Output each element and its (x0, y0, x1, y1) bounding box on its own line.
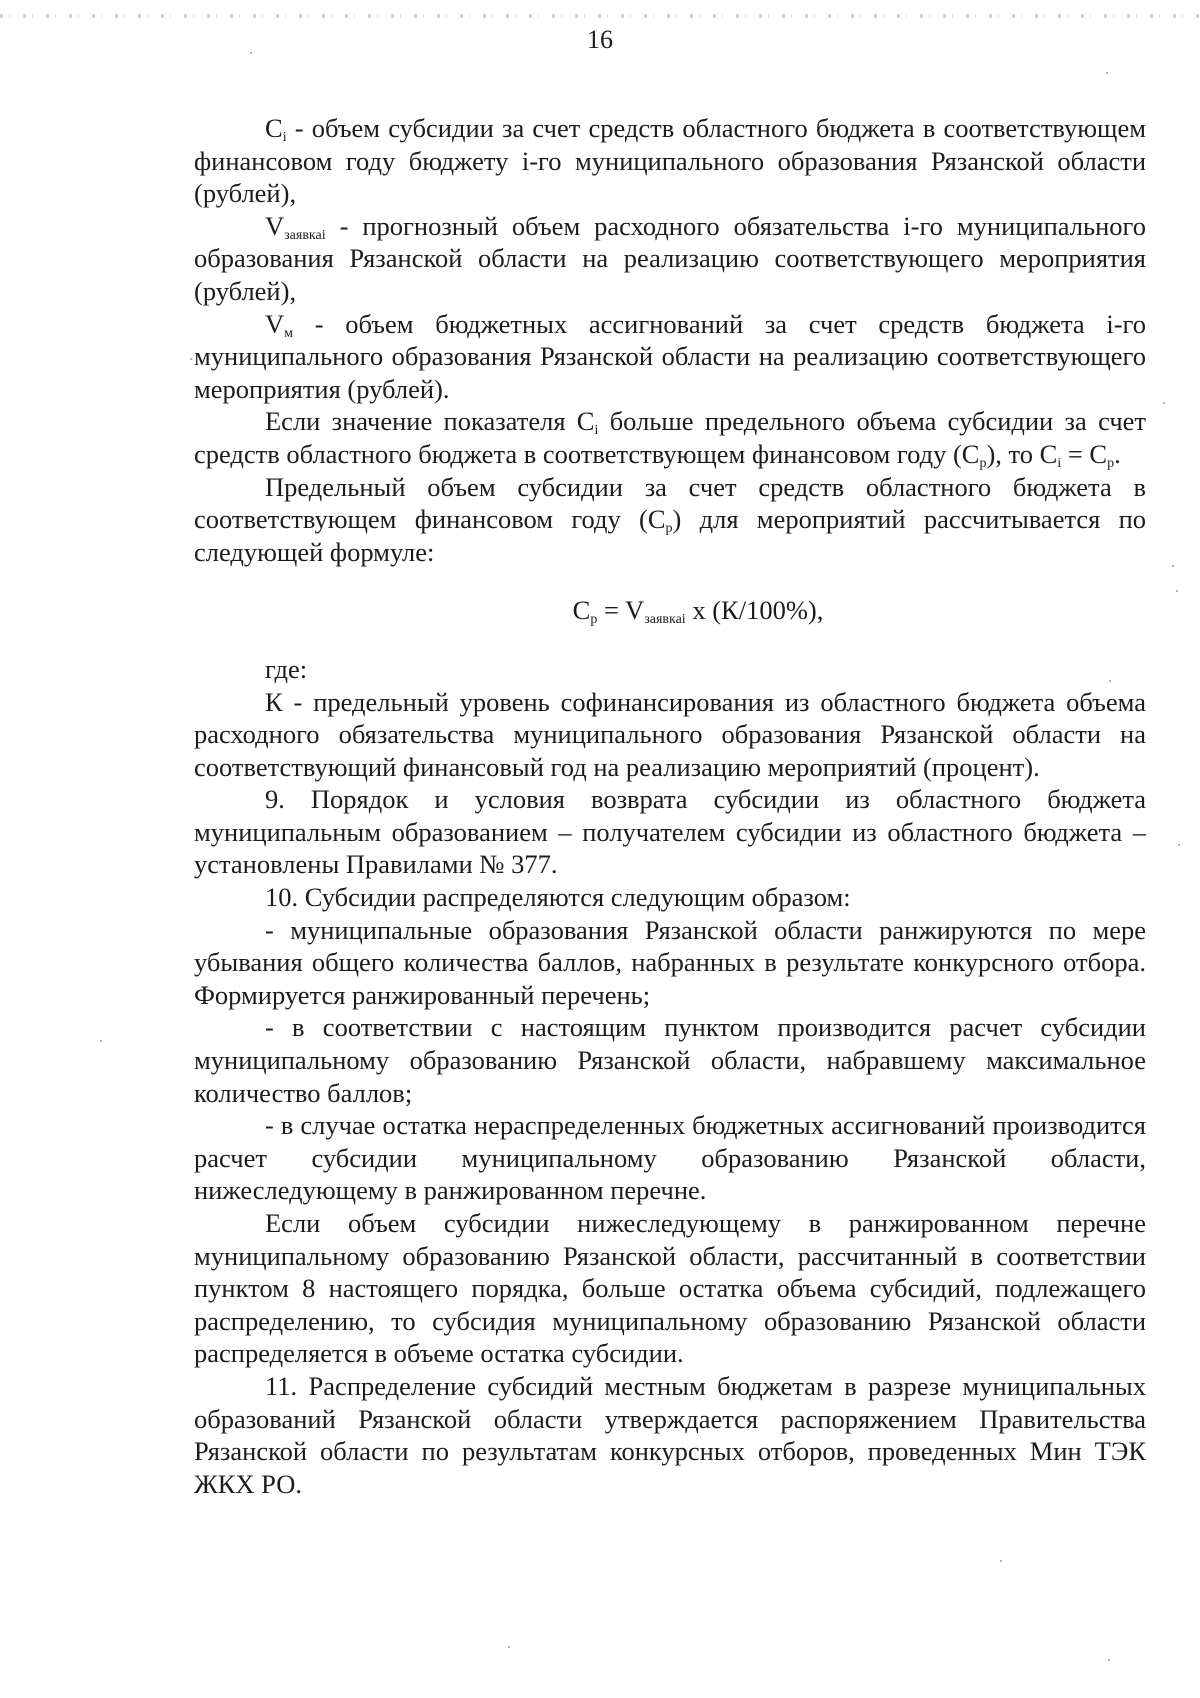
scan-speck (1000, 1560, 1002, 1562)
text-run: ), то C (986, 438, 1058, 469)
formula-rest: x (К/100%), (685, 595, 824, 626)
page-number: 16 (587, 25, 613, 54)
text-run: = C (1061, 438, 1108, 469)
subscript: i (594, 423, 599, 439)
scan-speck (508, 1646, 510, 1648)
paragraph-item-9: 9. Порядок и условия возврата субсидии из областного бюджета муниципальным образованием – получателем субсидии из областного бюджета – установлены Правилами № 377. (194, 784, 1146, 880)
list-item-ranking: - муниципальные образования Рязанской области ранжируются по мере убывания общего количества баллов, набранных в результате конкурсного отбора. Формируется ранжированный перечень; (194, 914, 1146, 1010)
subscript: p (979, 455, 987, 471)
scan-speck (1176, 590, 1178, 592)
definition-text: - прогнозный объем расходного обязательства i-го муниципального образования Рязанской области на реализацию соответствующего мероприятия (рублей), (194, 210, 1146, 306)
definition-ci (194, 112, 1146, 210)
text-run: больше предельного объема субсидии за счет средств областного бюджета в соответствующем финансовом году (C (194, 406, 1146, 469)
paragraph-k-definition: К - предельный уровень софинансирования из областного бюджета объема расходного обязательства муниципального образования Рязанской области на соответствующий финансовый год на реализацию мероприятий (процент). (194, 686, 1146, 782)
definition-text: - объем бюджетных ассигнований за счет средств бюджета i-го муниципального образования Рязанской области на реализацию соответствующего мероприятия (рублей). (194, 308, 1146, 404)
scan-edge-noise (0, 14, 1200, 18)
subscript: p (590, 612, 598, 628)
text-run: ) для мероприятий рассчитывается по следующей формуле: (194, 504, 1147, 567)
limit-condition-paragraph (194, 405, 1146, 470)
definition-text: - объем субсидии за счет средств областного бюджета в соответствующем финансовом году бюджету i-го муниципального образования Рязанской области (рублей), (194, 113, 1146, 209)
document-body (194, 112, 1146, 1500)
paragraph-item-11: 11. Распределение субсидий местным бюджетам в разрезе муниципальных образований Рязанской области утверждается распоряжением Правительства Рязанской области по результатам конкурсных отборов, проведенных Мин ТЭК ЖКХ РО. (194, 1370, 1146, 1499)
scan-speck (1163, 402, 1165, 404)
formula (194, 594, 1146, 627)
subscript: p (665, 521, 673, 537)
limit-formula-intro (194, 471, 1146, 569)
symbol: C (265, 113, 283, 143)
scan-speck (1172, 565, 1174, 567)
scan-speck (190, 358, 192, 360)
where-label: где: (265, 653, 308, 684)
definition-vm (194, 308, 1146, 406)
subscript: заявкаi (284, 227, 326, 243)
scan-speck (1178, 844, 1180, 846)
text-run: . (1114, 438, 1121, 469)
paragraph-item-10: 10. Субсидии распределяются следующим образом: (265, 882, 851, 913)
symbol: V (265, 210, 285, 241)
list-item-calculation: - в соответствии с настоящим пунктом производится расчет субсидии муниципальному образованию Рязанской области, набравшему максимальное количество баллов; (194, 1012, 1146, 1108)
formula-eq: = V (597, 595, 645, 626)
paragraph-remainder-rule: Если объем субсидии нижеследующему в ранжированном перечне муниципальному образованию Рязанской области, рассчитанный в соответствии пунктом 8 настоящего порядка, больше остатка объема субсидий, подлежащего распределению, то субсидия муниципальному образованию Рязанской области распределяется в объеме остатка субсидии. (194, 1208, 1146, 1369)
definition-v-zayavka (194, 210, 1146, 308)
scan-speck (100, 1040, 102, 1042)
symbol: V (265, 308, 285, 339)
subscript: заявкаi (644, 612, 686, 628)
subscript: i (282, 130, 287, 145)
text-run: Если значение показателя C (265, 406, 595, 437)
subscript: i (1057, 455, 1062, 471)
scan-speck (1106, 72, 1108, 74)
scan-speck (250, 52, 252, 54)
text-run: Предельный объем субсидии за счет средств областного бюджета в соответствующем финансовом году (C (194, 471, 1146, 535)
scan-speck (1109, 680, 1111, 682)
scan-speck (1108, 1659, 1110, 1661)
formula-lhs: C (572, 595, 591, 626)
list-item-remainder: - в случае остатка нераспределенных бюджетных ассигнований производится расчет субсидии муниципальному образованию Рязанской области, нижеследующему в ранжированном перечне. (194, 1110, 1146, 1206)
subscript: p (1107, 455, 1115, 471)
subscript: м (284, 325, 293, 341)
